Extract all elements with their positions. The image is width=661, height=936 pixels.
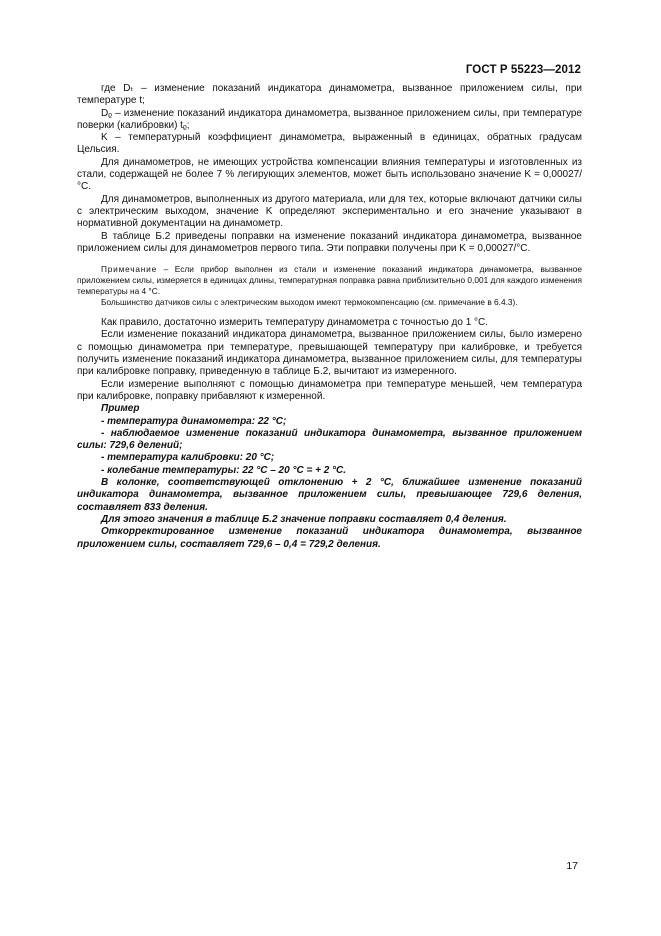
definition-dt: где Dₜ – изменение показаний индикатора динамометра, вызванное приложением силы, при температуре t; <box>77 83 582 107</box>
paragraph-table-b2: В таблице Б.2 приведены поправки на изменение показаний индикатора динамометра, вызванное приложением силы для динамометров первого типа. Эти поправки получены при K = 0,00027/°C. <box>77 230 582 254</box>
example-item: - наблюдаемое изменение показаний индикатора динамометра, вызванное приложением силы: 729,6 делений; <box>77 427 582 452</box>
note-text-1: – Если прибор выполнен из стали и изменение показаний индикатора динамометра, вызванное приложением силы, измеряется в единицах длины, температурная поправка равна приблизительно 0,001 для каждого изменения температуры на 4 °C. <box>77 264 582 297</box>
paragraph-add: Если измерение выполняют с помощью динамометра при температуре меньшей, чем температура при калибровке, поправку прибавляют к измеренной. <box>77 378 582 402</box>
example-conclusion: В колонке, соответствующей отклонению + 2 °C, ближайшее изменение показаний индикатора динамометра, вызванное приложением силы, превышающее 729,6 деления, составляет 833 деления. <box>77 477 582 513</box>
note-block <box>77 264 582 308</box>
example-item: - температура калибровки: 20 °C; <box>101 452 275 464</box>
standard-header: ГОСТ Р 55223—2012 <box>465 64 581 76</box>
paragraph-other-materials: Для динамометров, выполненных из другого материала, или для тех, которые включают датчики силы с электрическим выходом, значение K определяют экспериментально и его значение указывают в нормативной документации на динамометр. <box>77 193 582 230</box>
paragraph-steel-k: Для динамометров, не имеющих устройства компенсации влияния температуры и изготовленных из стали, содержащей не более 7 % легирующих элементов, может быть использовано значение K = 0,00027/°C. <box>77 156 582 193</box>
example-conclusion: Откорректированное изменение показаний индикатора динамометра, вызванное приложением силы, составляет 729,6 – 0,4 = 729,2 деления. <box>77 526 582 550</box>
paragraph-subtract: Если изменение показаний индикатора динамометра, вызванное приложением силы, было измерено с помощью динамометра при температуре, превышающей температуру при калибровке, и требуется получить изменение показаний индикатора динамометра, вызванное приложением силы, для температуры при калибровке поправку, приведенную в таблице Б.2, вычитают из измеренного. <box>77 329 582 378</box>
example-block <box>77 403 582 551</box>
page-number: 17 <box>566 860 578 872</box>
note-text-2: Большинство датчиков силы с электрическим выходом имеют термокомпенсацию (см. примечание в 6.4.3). <box>101 297 518 308</box>
paragraph-accuracy: Как правило, достаточно измерить температуру динамометра с точностью до 1 °C. <box>101 317 489 329</box>
definition-dv: Dᵨ – изменение показаний индикатора динамометра, вызванное приложением силы, при температуре поверки (калибровки) tᵨ; <box>77 107 582 131</box>
example-item: - температура динамометра: 22 °C; <box>101 415 287 427</box>
definition-k: K – температурный коэффициент динамометра, выраженный в единицах, обратных градусам Цельсия. <box>77 132 582 156</box>
example-title: Пример <box>101 403 140 415</box>
note-label: Примечание <box>101 264 158 275</box>
example-conclusion: Для этого значения в таблице Б.2 значение поправки составляет 0,4 деления. <box>101 513 507 525</box>
document-body <box>77 83 582 551</box>
note-text <box>77 264 582 297</box>
example-item: - колебание температуры: 22 °C – 20 °C = + 2 °C. <box>101 464 347 476</box>
